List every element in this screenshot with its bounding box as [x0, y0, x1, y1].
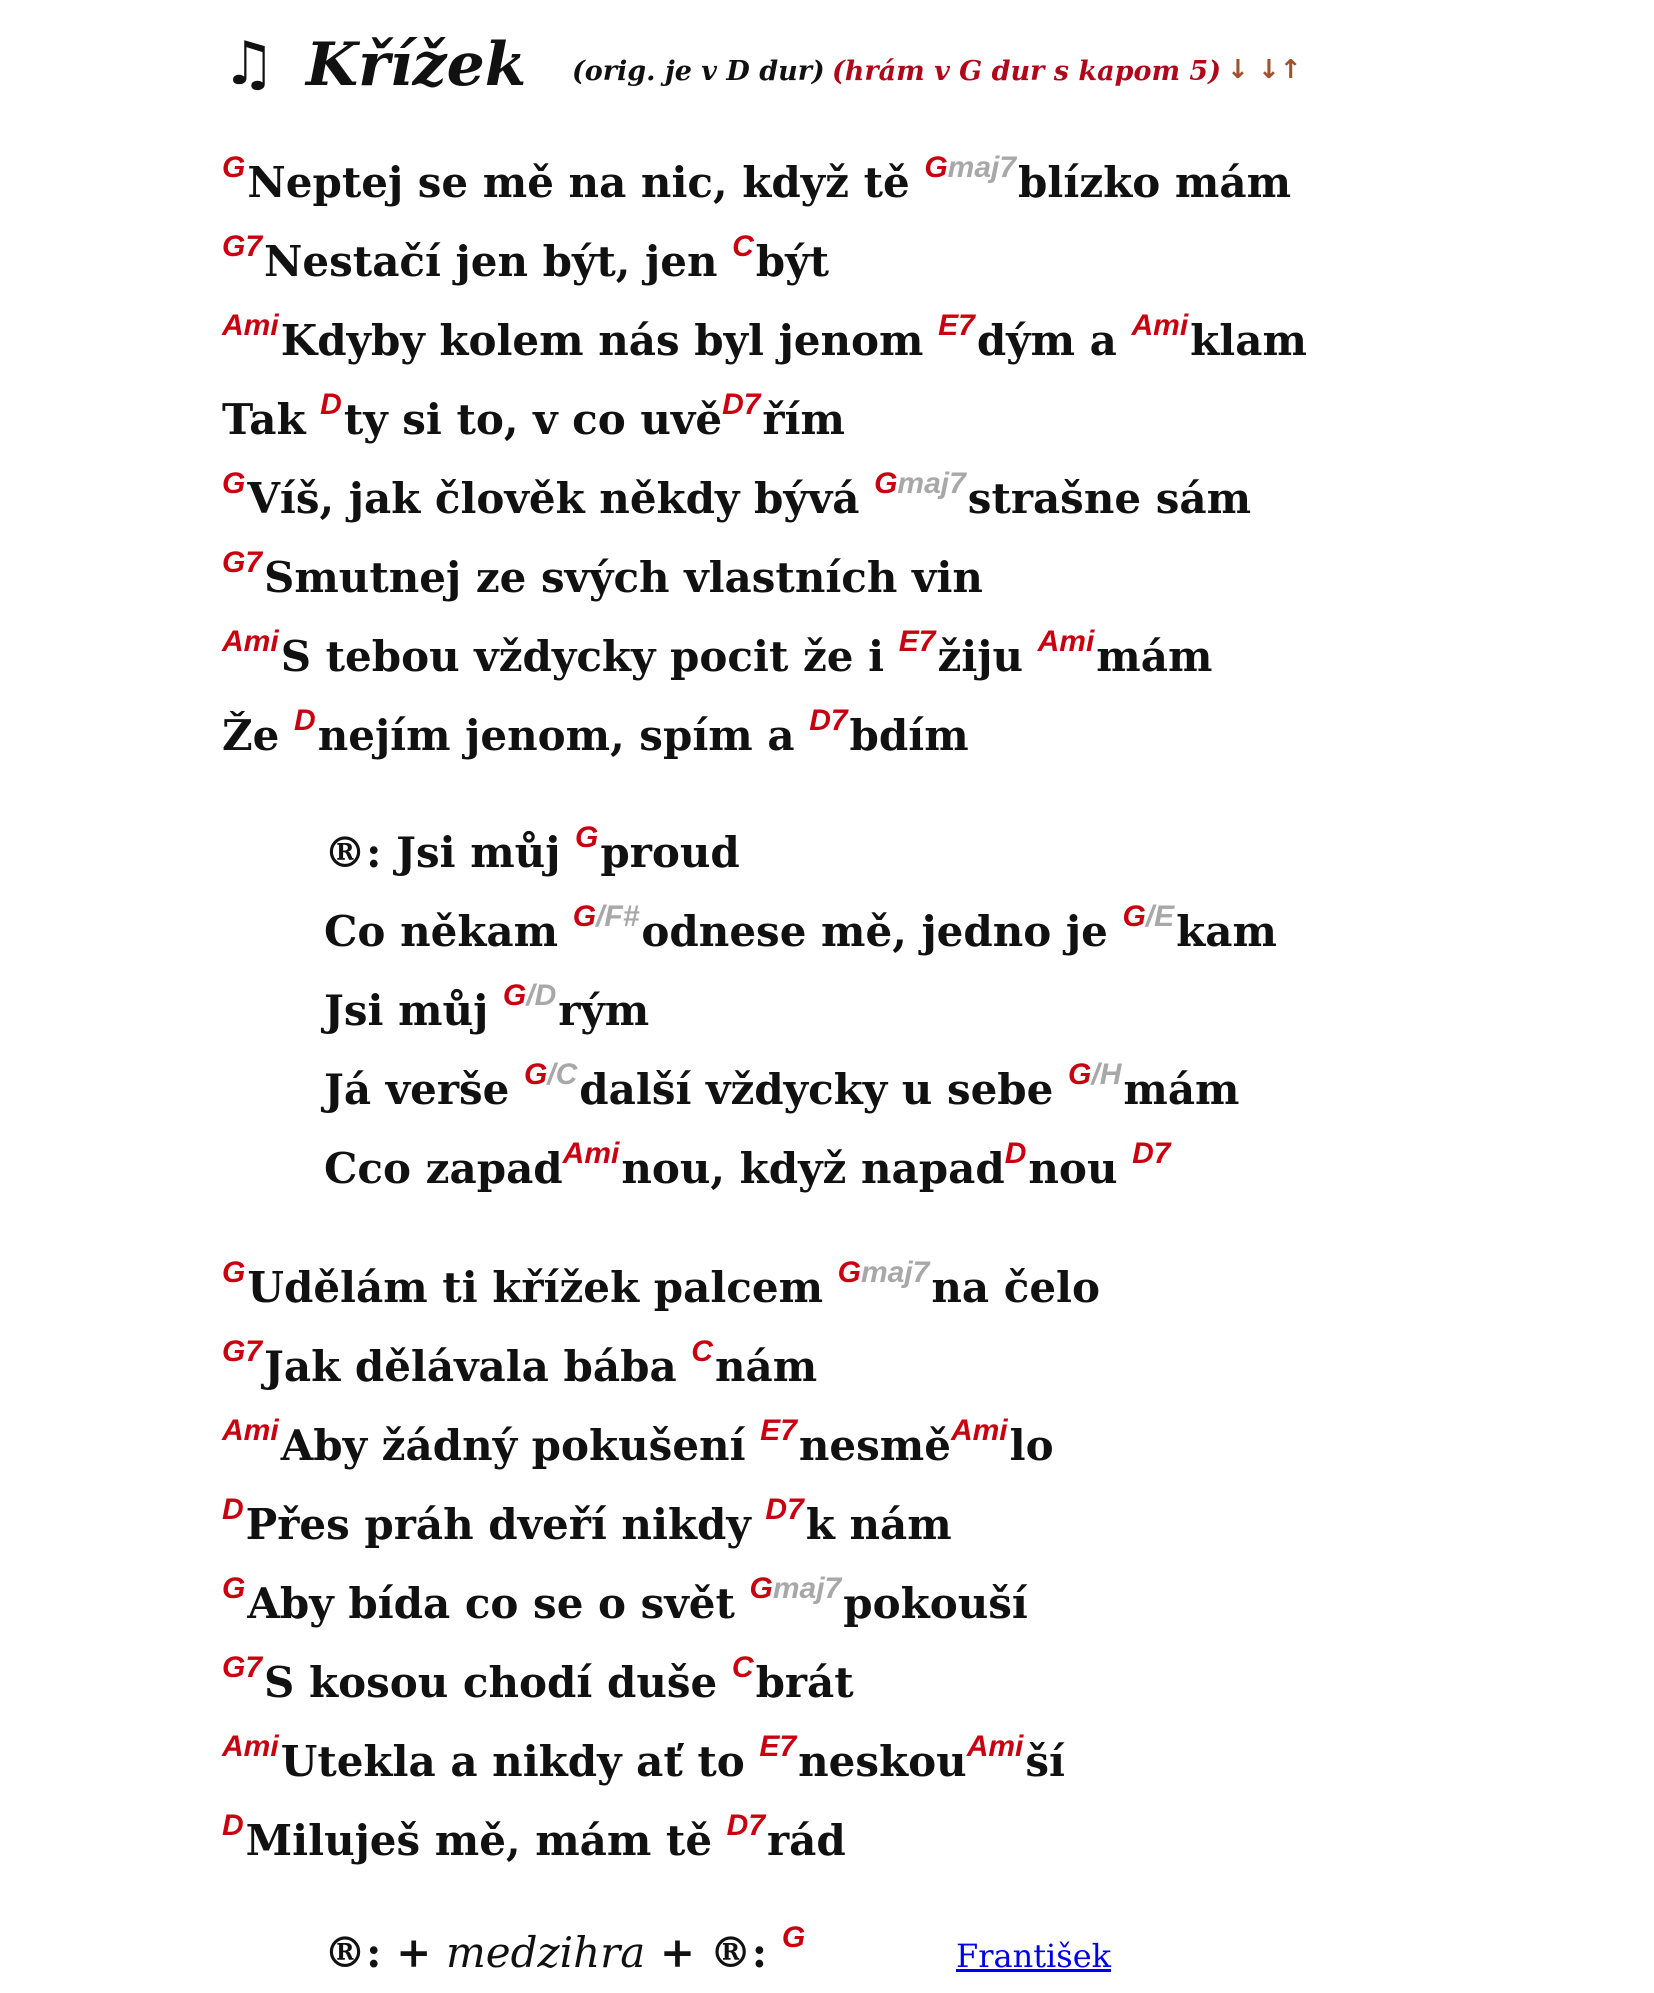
lyric-line: [324, 818, 740, 888]
lyric-text: řím: [762, 395, 845, 444]
lyric-text: Co někam: [324, 907, 573, 956]
chord-label: [732, 230, 754, 263]
lyric-line: [222, 148, 1291, 218]
lyric-text: dým a: [976, 316, 1132, 365]
lyric-text: Miluješ mě, mám tě: [245, 1816, 727, 1865]
lyric-text: kam: [1176, 907, 1277, 956]
chord-root: G: [1122, 900, 1146, 933]
chord-root: G: [502, 979, 527, 1012]
chord-root: G: [781, 1921, 806, 1954]
chord-suffix: 7: [748, 1809, 766, 1842]
chord-label: [951, 1414, 1008, 1447]
chord-label: [222, 1335, 262, 1368]
chord-root: G: [222, 230, 246, 263]
chord-root: G: [523, 1058, 548, 1091]
original-key-note: (orig. je v D dur): [572, 56, 825, 87]
lyric-text: proud: [600, 828, 740, 877]
lyric-line: [222, 1806, 846, 1876]
chord-root: Ami: [222, 1414, 279, 1447]
lyric-text: + ®:: [645, 1928, 782, 1977]
lyric-line: [222, 1569, 1028, 1639]
lyric-line: [222, 1411, 1054, 1481]
transpose-toggle-icon[interactable]: ↓↑: [1258, 55, 1302, 85]
lyric-text: rým: [558, 986, 650, 1035]
chord-root: G: [575, 821, 599, 854]
lyric-text: brát: [755, 1658, 854, 1707]
lyric-text: Neptej se mě na nic, když tě: [247, 158, 925, 207]
lyric-text: Víš, jak člověk někdy bývá: [247, 474, 875, 523]
chord-label: [1005, 1137, 1027, 1170]
chord-root: Ami: [562, 1137, 620, 1170]
chord-suffix: /C: [547, 1058, 578, 1091]
chord-label: [967, 1730, 1024, 1763]
chord-suffix: /H: [1091, 1058, 1122, 1091]
lyric-text: ty si to, v co uvě: [343, 395, 723, 444]
chord-root: E: [938, 309, 959, 342]
chord-suffix: /F#: [596, 900, 640, 933]
chord-root: Ami: [950, 1414, 1008, 1447]
chord-label: [899, 625, 936, 658]
chord-label: [838, 1256, 930, 1289]
chord-label: [563, 1137, 620, 1170]
chord-root: Ami: [1131, 309, 1189, 342]
chord-label: [222, 151, 245, 184]
chord-suffix: 7: [787, 1493, 804, 1526]
chord-label: [222, 1572, 245, 1605]
chord-root: D: [1132, 1137, 1154, 1170]
chord-root: D: [722, 388, 744, 421]
lyric-line: [222, 1490, 952, 1560]
interlude-text: medzihra: [445, 1928, 646, 1977]
lyric-text: Že: [222, 711, 295, 760]
chord-label: [222, 1493, 244, 1526]
lyric-text: Udělám ti křížek palcem: [247, 1263, 838, 1312]
chord-label: [924, 151, 1016, 184]
chord-suffix: 7: [830, 704, 848, 737]
transpose-down-icon[interactable]: ↓: [1227, 55, 1249, 85]
chord-label: [222, 625, 279, 658]
lyric-line: [222, 464, 1251, 534]
lyric-text: odnese mě, jedno je: [641, 907, 1123, 956]
lyric-line: [222, 1253, 1100, 1323]
lyric-text: mám: [1123, 1065, 1240, 1114]
chord-root: Ami: [1037, 625, 1095, 658]
chord-label: [1131, 309, 1188, 342]
chord-root: D: [294, 704, 316, 737]
chord-root: G: [222, 1256, 246, 1289]
chord-label: [874, 467, 966, 500]
chord-label: [760, 1414, 797, 1447]
chord-suffix: 7: [918, 625, 936, 658]
chord-label: [575, 821, 598, 854]
lyric-text: Tak: [222, 395, 321, 444]
lyric-text: strašne sám: [967, 474, 1252, 523]
lyric-text: Já verše: [324, 1065, 524, 1114]
lyric-text: Přes práh dveří nikdy: [245, 1500, 766, 1549]
chord-suffix: 7: [779, 1730, 797, 1763]
chord-suffix: maj7: [897, 467, 966, 500]
author-link[interactable]: František: [956, 1937, 1112, 1975]
lyric-line: [222, 1332, 817, 1402]
chord-root: G: [572, 900, 597, 933]
chord-label: [1038, 625, 1095, 658]
lyric-text: Aby bída co se o svět: [247, 1579, 750, 1628]
chord-label: [222, 1414, 279, 1447]
chord-label: [524, 1058, 577, 1091]
lyric-text: Cco zapad: [324, 1144, 563, 1193]
lyric-text: pokouší: [843, 1579, 1028, 1628]
chord-root: G: [924, 151, 948, 184]
chord-root: D: [222, 1493, 244, 1526]
lyric-line: [222, 385, 845, 455]
chord-root: Ami: [222, 625, 279, 658]
chord-suffix: maj7: [947, 151, 1017, 184]
lyric-text: Aby žádný pokušení: [280, 1421, 761, 1470]
lyric-text: ®: +: [324, 1928, 446, 1977]
lyric-text: nou: [1028, 1144, 1133, 1193]
chord-root: G: [222, 1651, 246, 1684]
chord-label: [503, 979, 556, 1012]
lyric-text: mám: [1096, 632, 1213, 681]
chord-label: [222, 546, 262, 579]
chord-root: D: [1004, 1137, 1027, 1170]
lyric-text: Utekla a nikdy ať to: [280, 1737, 760, 1786]
chord-root: Ami: [222, 1730, 279, 1763]
lyric-text: být: [755, 237, 829, 286]
lyric-text: klam: [1190, 316, 1307, 365]
chord-label: [1122, 900, 1174, 933]
lyric-text: nou, když napad: [621, 1144, 1005, 1193]
lyric-text: k nám: [805, 1500, 952, 1549]
chord-suffix: 7: [743, 388, 761, 421]
lyric-text: rád: [767, 1816, 846, 1865]
chord-label: [1068, 1058, 1121, 1091]
lyric-line: [222, 622, 1212, 692]
chord-label: [222, 1730, 279, 1763]
chord-label: [938, 309, 975, 342]
lyric-line: [222, 1648, 854, 1718]
chord-root: G: [222, 467, 246, 500]
lyric-text: na čelo: [931, 1263, 1101, 1312]
lyric-text: Smutnej ze svých vlastních vin: [264, 553, 983, 602]
ending-row: [324, 1918, 807, 1988]
chord-label: [222, 230, 262, 263]
chord-root: G: [222, 151, 246, 184]
chord-root: G: [222, 1572, 246, 1605]
lyric-text: ší: [1025, 1737, 1065, 1786]
chord-root: G: [837, 1256, 861, 1289]
lyric-text: nejím jenom, spím a: [317, 711, 810, 760]
lyric-text: blízko mám: [1018, 158, 1292, 207]
chord-root: Ami: [222, 309, 279, 342]
lyric-line: [222, 543, 983, 613]
chord-suffix: 7: [245, 230, 263, 263]
chord-root: E: [759, 1730, 780, 1763]
chord-root: G: [749, 1572, 773, 1605]
lyric-line: [324, 1134, 1172, 1204]
chord-root: G: [874, 467, 898, 500]
chord-root: Ami: [966, 1730, 1024, 1763]
chord-label: [320, 388, 342, 421]
chord-suffix: /E: [1145, 900, 1175, 933]
chord-suffix: /D: [526, 979, 557, 1012]
lyric-text: nám: [714, 1342, 818, 1391]
lyric-text: žiju: [937, 632, 1038, 681]
chord-label: [732, 1651, 754, 1684]
music-note-icon: ♫: [222, 29, 276, 99]
chord-suffix: 7: [1153, 1137, 1171, 1170]
lyric-line: [222, 701, 969, 771]
song-header: [222, 22, 1622, 102]
chord-root: D: [222, 1809, 244, 1842]
lyric-text: další vždycky u sebe: [579, 1065, 1069, 1114]
chord-label: [1132, 1137, 1170, 1170]
chord-label: [749, 1572, 841, 1605]
lyric-line: [324, 1055, 1239, 1125]
lyric-line: [324, 897, 1277, 967]
lyric-text: ®: Jsi můj: [324, 828, 576, 877]
chord-root: D: [726, 1809, 749, 1842]
chord-label: [809, 704, 847, 737]
chord-suffix: 7: [245, 1335, 263, 1368]
chord-label: [222, 1256, 245, 1289]
chord-root: C: [691, 1335, 713, 1368]
chord-root: G: [222, 1335, 246, 1368]
chord-root: G: [1068, 1058, 1092, 1091]
chord-root: D: [809, 704, 831, 737]
chord-root: E: [898, 625, 919, 658]
chord-root: D: [320, 388, 342, 421]
lyric-line: [324, 976, 649, 1046]
chord-root: D: [765, 1493, 788, 1526]
chord-label: [765, 1493, 803, 1526]
lyric-text: neskou: [798, 1737, 967, 1786]
song-title: Křížek: [306, 30, 527, 100]
lyric-text: Kdyby kolem nás byl jenom: [280, 316, 939, 365]
chord-root: C: [731, 1651, 754, 1684]
chord-label: [759, 1730, 796, 1763]
lyric-text: Jsi můj: [324, 986, 503, 1035]
chord-label: [222, 467, 245, 500]
chord-label: [727, 1809, 765, 1842]
capo-info: (hrám v G dur s kapom 5): [832, 56, 1221, 87]
chord-label: [722, 388, 760, 421]
lyric-text: bdím: [849, 711, 969, 760]
chord-suffix: maj7: [860, 1256, 930, 1289]
lyric-text: nesmě: [798, 1421, 951, 1470]
chord-root: G: [222, 546, 246, 579]
chord-suffix: 7: [245, 1651, 263, 1684]
chord-suffix: maj7: [772, 1572, 842, 1605]
chord-label: [222, 1651, 262, 1684]
chord-root: C: [732, 230, 754, 263]
chord-suffix: 7: [958, 309, 975, 342]
chord-label: [573, 900, 640, 933]
lyric-text: Jak dělávala bába: [264, 1342, 692, 1391]
lyric-line: [222, 306, 1307, 376]
chord-suffix: 7: [780, 1414, 797, 1447]
chord-suffix: 7: [245, 546, 263, 579]
lyric-text: Nestačí jen být, jen: [264, 237, 733, 286]
chord-label: [294, 704, 316, 737]
lyric-line: [222, 227, 829, 297]
lyric-text: S tebou vždycky pocit že i: [280, 632, 899, 681]
lyric-text: S kosou chodí duše: [264, 1658, 732, 1707]
chord-root: E: [760, 1414, 781, 1447]
chord-label: [222, 1809, 244, 1842]
chord-label: [222, 309, 279, 342]
lyric-line: [222, 1727, 1065, 1797]
chord-label: [691, 1335, 713, 1368]
lyric-text: lo: [1009, 1421, 1054, 1470]
chord-label: [782, 1921, 805, 1954]
